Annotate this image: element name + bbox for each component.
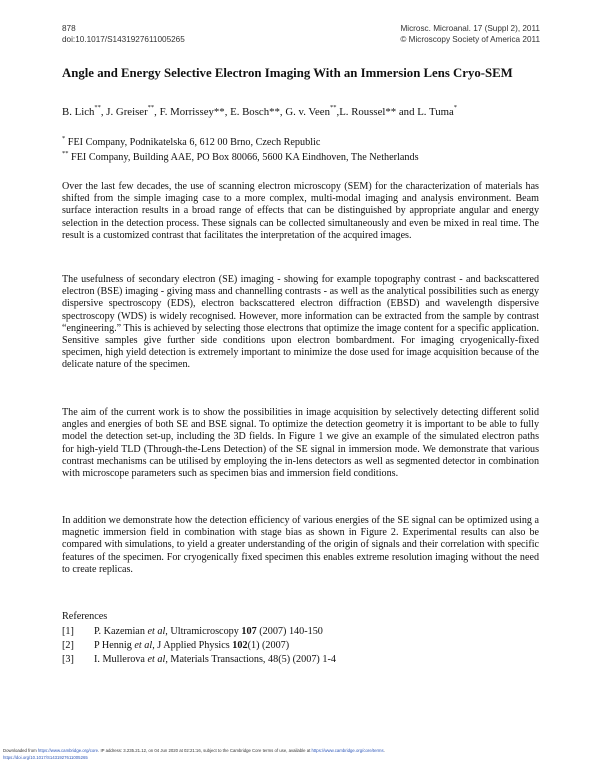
author: E. Bosch	[230, 106, 270, 118]
reference-text: P. Kazemian et al, Ultramicroscopy 107 (2007) 140-150	[94, 626, 323, 637]
reference-number: [1]	[62, 626, 74, 637]
affiliation	[62, 152, 542, 163]
body-paragraph: The aim of the current work is to show the possibilities in image acquisition by selectively detecting different solid angles and energies of both SE and BSE signal. To optimize the detection geometry it is important to be able to fully model the detection set-up, including the 3D fields. In Figure 1 we give an example of the simulated electron paths for high-yield TLD (Through-the-Lens Detection) of the SE signal in immersion mode. We demonstrate that various contrast mechanisms can be utilised by employing the in-lens detectors as well as segmented detector in combination with microscope parameters such as specimen bias and immersion field conditions.	[62, 407, 539, 480]
author: L. Tuma	[417, 106, 454, 118]
doi: doi:10.1017/S1431927611005265	[62, 35, 185, 44]
copyright: © Microscopy Society of America 2011	[400, 35, 540, 44]
author-mark: *	[453, 104, 458, 111]
page-number: 878	[62, 24, 76, 33]
paper-title: Angle and Energy Selective Electron Imaging With an Immersion Lens Cryo-SEM	[62, 66, 513, 80]
body-paragraph: Over the last few decades, the use of scanning electron microscopy (SEM) for the characterization of materials has shifted from the simple imaging case to a more complex, multi-modal imaging and analysis environment. Beam surface interaction results in a broad range of effects that can be distinguished by appropriate angular and energy selection in the detection process. These signals can be collected simultaneously and even be mixed in real time. The result is a customized contrast that facilitates the interpretation of the acquired images.	[62, 181, 539, 241]
author-mark: **	[94, 104, 101, 111]
cambridge-core-link[interactable]: https://www.cambridge.org/core	[37, 748, 99, 753]
author-list: B. Lich**, J. Greiser**, F. Morrissey**, E. Bosch**, G. v. Veen**,L. Roussel** and L. Tuma*	[62, 104, 458, 118]
header-right	[400, 23, 540, 45]
author: B. Lich	[62, 106, 95, 118]
author: F. Morrissey	[159, 106, 214, 118]
author: L. Roussel	[339, 106, 386, 118]
reference-text: I. Mullerova et al, Materials Transactions, 48(5) (2007) 1-4	[94, 654, 336, 665]
terms-link[interactable]: https://www.cambridge.org/core/terms	[311, 748, 384, 753]
author-mark: **	[385, 106, 397, 118]
journal-citation: Microsc. Microanal. 17 (Suppl 2), 2011	[400, 24, 540, 33]
doi-link[interactable]: https://doi.org/10.1017/S1431927611005265	[3, 755, 88, 760]
reference-number: [3]	[62, 654, 74, 665]
affiliation	[62, 137, 542, 148]
author-mark: **	[147, 104, 155, 111]
header-left	[62, 23, 185, 45]
author-mark: **	[213, 106, 225, 118]
author-mark: **	[269, 106, 280, 118]
download-footer: Downloaded from https://www.cambridge.org/core. IP address: 3.235.21.12, on 04 Jun 2020 at 02:21:16, subject to the Cambridge Core terms of use, available at https://www.cambridge.org/core/terms. https://doi.org/10.1017/S1431927611005265	[3, 748, 385, 760]
affiliation-mark: *	[62, 135, 66, 142]
reference-number: [2]	[62, 640, 74, 651]
affiliation-mark: **	[62, 150, 69, 157]
body-paragraph: The usefulness of secondary electron (SE) imaging - showing for example topography contrast - and backscattered electron (BSE) imaging - giving mass and channelling contrasts - as well as the analytical possibilities such as energy dispersive spectroscopy (EDS), electron backscattered electron diffraction (EBSD) and wavelength dispersive spectroscopy (WDS) is widely recognised. However, more information can be extracted from the sample by contrast “engineering.” This is achieved by selecting those electrons that optimize the image content for a specific application. Sensitive samples give further side conditions upon electron bombardment. For imaging cryogenically-fixed specimen, high yield detection is extremely important to minimize the dose used for image acquisition because of the delicate nature of the specimen.	[62, 274, 539, 371]
author: J. Greiser	[106, 106, 148, 118]
reference-text: P Hennig et al, J Applied Physics 102(1) (2007)	[94, 640, 290, 651]
affiliation-text: FEI Company, Building AAE, PO Box 80066, 5600 KA Eindhoven, The Netherlands	[71, 152, 419, 163]
author-mark: **	[330, 104, 337, 111]
body-paragraph: In addition we demonstrate how the detection efficiency of various energies of the SE signal can be optimized using a magnetic immersion field in combination with stage bias as shown in Figure 2. Experimental results can also be compared with simulations, to yield a greater understanding of the origin of signals and their correlation with specific features of the specimen. For cryogenically fixed specimen this enables extreme resolution imaging without the need to create replicas.	[62, 515, 539, 575]
affiliation-text: FEI Company, Podnikatelska 6, 612 00 Brno, Czech Republic	[67, 137, 321, 148]
references-heading: References	[62, 611, 108, 622]
author: G. v. Veen	[285, 106, 330, 118]
